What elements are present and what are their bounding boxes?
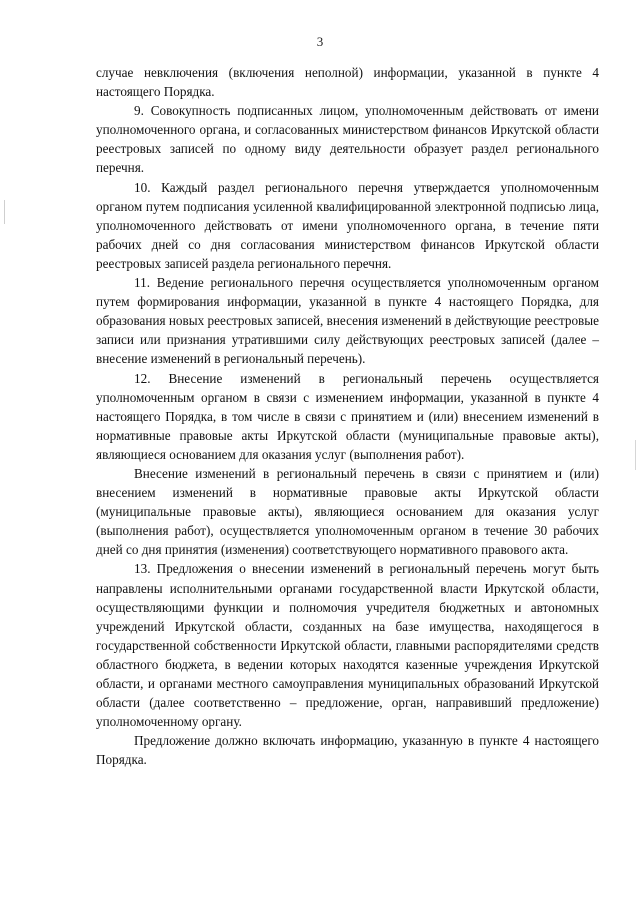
document-body bbox=[96, 63, 599, 769]
paragraph-item-12-part-2: Внесение изменений в региональный перечень в связи с принятием и (или) внесением изменений в нормативные правовые акты Иркутской области (муниципальные правовые акты), являющиеся основанием для оказания услуг (выполнения работ), осуществляется уполномоченным органом в течение 30 рабочих дней со дня принятия (изменения) соответствующего нормативного правового акта. bbox=[96, 465, 599, 558]
paragraph-item-10: 10. Каждый раздел регионального перечня утверждается уполномоченным органом путем подписания усиленной квалифицированной электронной подписью лица, уполномоченного действовать от имени уполномоченного органа, в течение пяти рабочих дней со дня согласования министерством финансов Иркутской области реестровых записей раздела регионального перечня. bbox=[96, 179, 599, 271]
paragraph-item-13: 13. Предложения о внесении изменений в региональный перечень могут быть направлены исполнительными органами государственной власти Иркутской области, осуществляющими функции и полномочия учредителя бюджетных и автономных учреждений Иркутской области, созданных на базе имущества, находящегося в государственной собственности Иркутской области, главными распорядителями средств областного бюджета, в ведении которых находятся казенные учреждения Иркутской области, и органами местного самоуправления муниципальных образований Иркутской области (далее соответственно – предложение, орган, направивший предложение) уполномоченному органу. bbox=[96, 561, 599, 730]
paragraph-item-9: 9. Совокупность подписанных лицом, уполномоченным действовать от имени уполномоченного органа, и согласованных министерством финансов Иркутской области реестровых записей по одному виду деятельности образует раздел регионального перечня. bbox=[96, 103, 599, 176]
page-number: 3 bbox=[316, 34, 324, 49]
paragraph-item-12: 12. Внесение изменений в региональный перечень осуществляется уполномоченным органом в связи с изменением информации, указанной в пункте 4 настоящего Порядка, в том числе в связи с принятием и (или) внесением изменений в нормативные правовые акты Иркутской области (муниципальные правовые акты), являющиеся основанием для оказания услуг (выполнения работ). bbox=[96, 370, 599, 462]
scan-edge-mark bbox=[635, 440, 636, 470]
scan-edge-mark bbox=[4, 200, 5, 224]
paragraph-item-13-part-2: Предложение должно включать информацию, указанную в пункте 4 настоящего Порядка. bbox=[96, 733, 599, 768]
paragraph-item-11: 11. Ведение регионального перечня осуществляется уполномоченным органом путем формирования информации, указанной в пункте 4 настоящего Порядка, для образования новых реестровых записей, внесения изменений в действующие реестровые записи или признания утратившими силу действующих реестровых записей (далее – внесение изменений в региональный перечень). bbox=[96, 275, 599, 367]
paragraph-continuation: случае невключения (включения неполной) информации, указанной в пункте 4 настоящего Порядка. bbox=[96, 65, 599, 100]
